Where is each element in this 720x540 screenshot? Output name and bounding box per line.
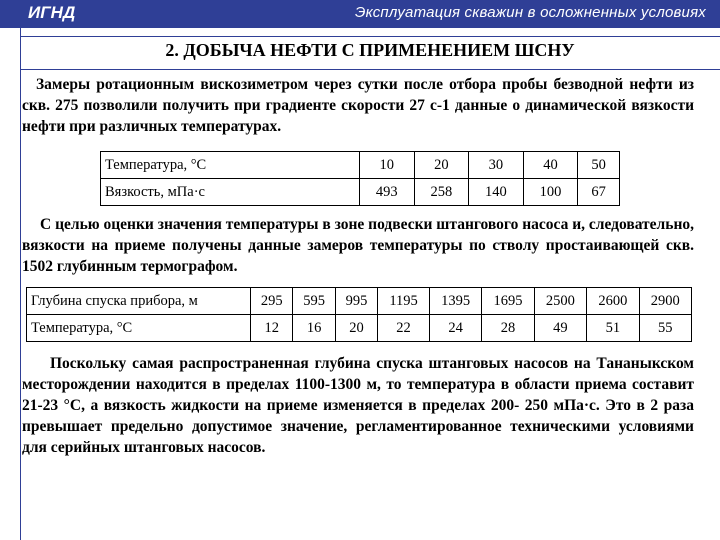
title-rule-bottom [20, 69, 720, 70]
table-cell: 16 [293, 315, 335, 342]
table-cell: 20 [414, 152, 469, 179]
table-cell: 49 [534, 315, 586, 342]
table-cell: 1695 [482, 288, 534, 315]
course-title: Эксплуатация скважин в осложненных условиях [354, 4, 706, 21]
title-rule-top [20, 36, 720, 37]
slide-title: 2. ДОБЫЧА НЕФТИ С ПРИМЕНЕНИЕМ ШСНУ [165, 40, 575, 60]
paragraph-conclusion: Поскольку самая распространенная глубина спуска штанговых насосов на Тананыкском месторождении находится в пределах 1100-1300 м, то температура в области приема составит 21-23 °С, а вязкость жидкости на приеме изменяется в пределах 200- 250 мПа·с. Это в 2 раза превышает предельно допустимое значение, регламентированное техническими условиями для серийных штанговых насосов. [22, 355, 694, 456]
table-cell: 1395 [429, 288, 481, 315]
table-cell: 493 [360, 179, 415, 206]
viscosity-table [100, 151, 620, 206]
side-bar [0, 28, 20, 540]
table-cell: 10 [360, 152, 415, 179]
table-cell: 2900 [639, 288, 691, 315]
row-label: Глубина спуска прибора, м [27, 288, 251, 315]
table-cell: 2500 [534, 288, 586, 315]
row-label: Температура, °С [101, 152, 360, 179]
paragraph-temperature-survey: С целью оценки значения температуры в зоне подвески штангового насоса и, следовательно, вязкости на приеме получены данные замеров температуры по стволу простаивающей скв. 1502 глубинным термографом. [22, 216, 694, 275]
table-cell: 40 [523, 152, 578, 179]
temperature-depth-table [26, 287, 692, 342]
table-cell: 100 [523, 179, 578, 206]
table-cell: 50 [578, 152, 620, 179]
table-cell: 140 [469, 179, 524, 206]
table-cell: 28 [482, 315, 534, 342]
org-label: ИГНД [28, 3, 76, 22]
row-label: Температура, °С [27, 315, 251, 342]
table-cell: 258 [414, 179, 469, 206]
table-cell: 12 [251, 315, 293, 342]
table-cell: 67 [578, 179, 620, 206]
table-cell: 595 [293, 288, 335, 315]
table-cell: 295 [251, 288, 293, 315]
table-cell: 2600 [587, 288, 639, 315]
table-row [101, 152, 620, 179]
side-divider [20, 28, 21, 540]
table-row [27, 288, 692, 315]
row-label: Вязкость, мПа·с [101, 179, 360, 206]
table-cell: 51 [587, 315, 639, 342]
table-cell: 55 [639, 315, 691, 342]
table-row [27, 315, 692, 342]
paragraph-viscosity-measurements: Замеры ротационным вискозиметром через сутки после отбора пробы безводной нефти из скв. 275 позволили получить при градиенте скорости 27 с-1 данные о динамической вязкости нефти при различных температурах. [22, 76, 694, 135]
table-cell: 20 [335, 315, 377, 342]
table-row [101, 179, 620, 206]
table-cell: 24 [429, 315, 481, 342]
table-cell: 1195 [378, 288, 430, 315]
table-cell: 995 [335, 288, 377, 315]
table-cell: 30 [469, 152, 524, 179]
header-bar [0, 0, 720, 28]
table-cell: 22 [378, 315, 430, 342]
